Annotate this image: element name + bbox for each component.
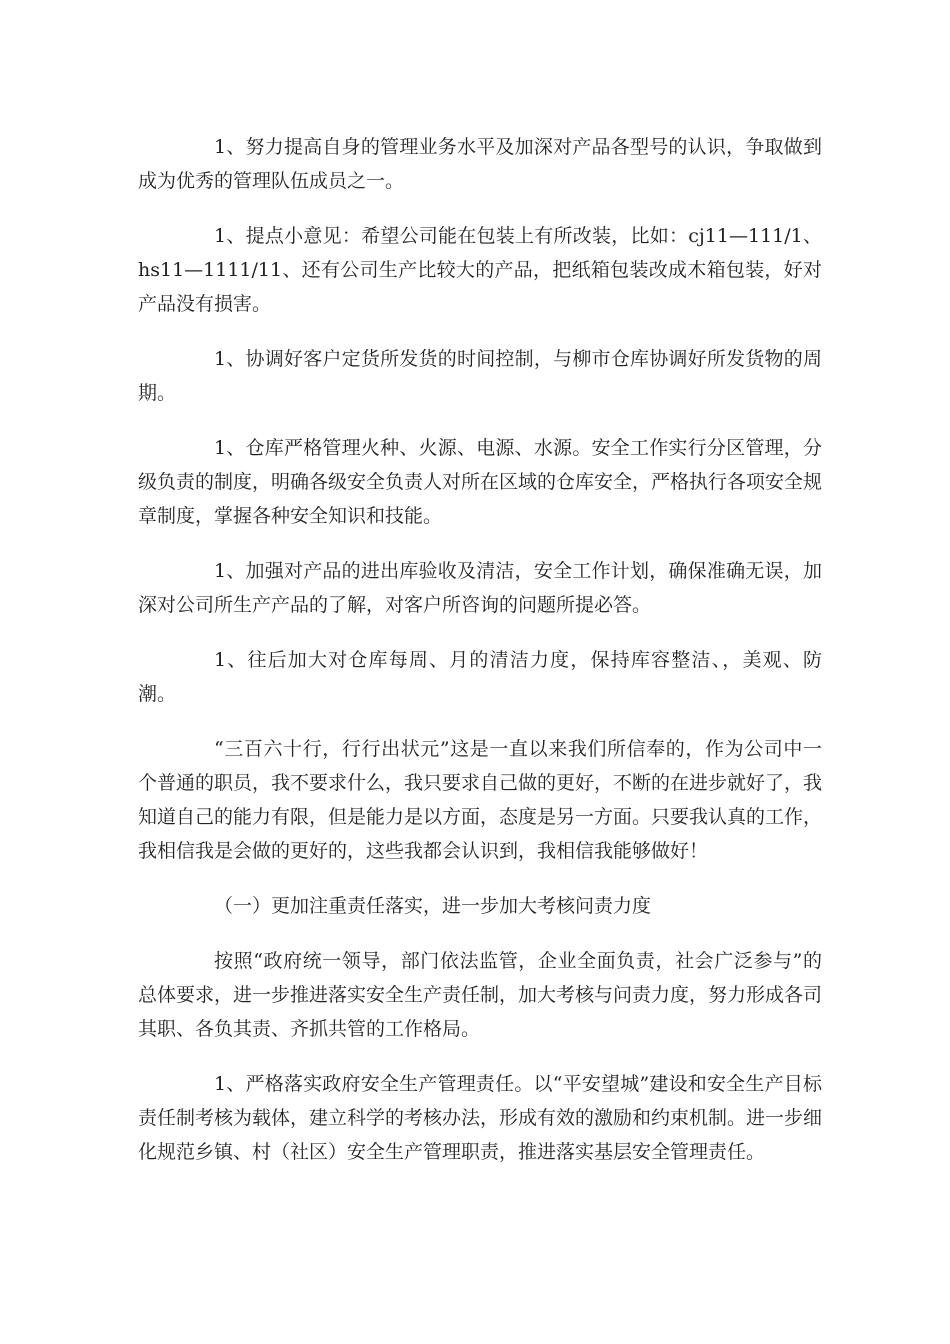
paragraph-2: 1、提点小意见：希望公司能在包装上有所改装，比如：cj11—111/1、hs11—1111/11、还有公司生产比较大的产品，把纸箱包装改成木箱包装，好对产品没有损害。 (138, 225, 822, 315)
paragraph-10: 1、严格落实政府安全生产管理责任。以“平安望城”建设和安全生产目标责任制考核为载体，建立科学的考核办法，形成有效的激励和约束机制。进一步细化规范乡镇、村（社区）安全生产管理职责，推进落实基层安全管理责任。 (138, 1073, 823, 1163)
paragraph-7: “三百六十行，行行出状元”这是一直以来我们所信奉的，作为公司中一个普通的职员，我不要求什么，我只要求自己做的更好，不断的在进步就好了，我知道自己的能力有限，但是能力是以方面，态度是另一方面。只要我认真的工作，我相信我是会做的更好的，这些我都会认识到，我相信我能够做好！ (138, 738, 823, 862)
paragraph-3: 1、协调好客户定货所发货的时间控制，与柳市仓库协调好所发货物的周期。 (138, 348, 822, 404)
paragraph-5: 1、加强对产品的进出库验收及清洁，安全工作计划，确保准确无误，加深对公司所生产产品的了解，对客户所咨询的问题所提必答。 (138, 560, 822, 616)
paragraph-4: 1、仓库严格管理火种、火源、电源、水源。安全工作实行分区管理，分级负责的制度，明确各级安全负责人对所在区域的仓库安全，严格执行各项安全规章制度，掌握各种安全知识和技能。 (138, 437, 823, 527)
section-heading: （一）更加注重责任落实，进一步加大考核问责力度 (214, 895, 652, 917)
paragraph-1: 1、努力提高自身的管理业务水平及加深对产品各型号的认识，争取做到成为优秀的管理队伍成员之一。 (138, 136, 822, 192)
document-body (138, 130, 822, 1190)
paragraph-6: 1、往后加大对仓库每周、月的清洁力度，保持库容整洁、，美观、防潮。 (138, 649, 822, 705)
paragraph-9: 按照“政府统一领导，部门依法监管，企业全面负责，社会广泛参与”的总体要求，进一步推进落实安全生产责任制，加大考核与问责力度，努力形成各司其职、各负其责、齐抓共管的工作格局。 (138, 950, 823, 1040)
